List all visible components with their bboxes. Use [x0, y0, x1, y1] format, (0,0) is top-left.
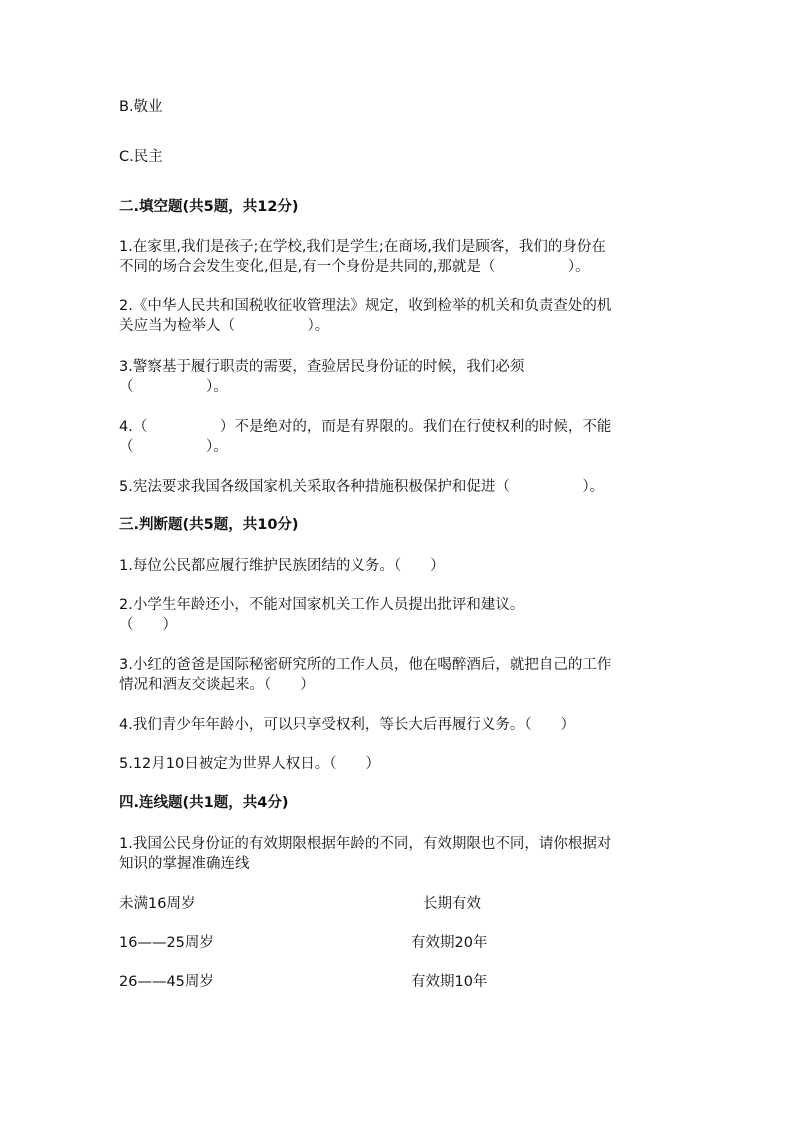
judge-q5-line1: 5.12月10日被定为世界人权日。（ ） — [119, 756, 380, 772]
option-c: C.民主 — [119, 149, 163, 165]
section-heading-fill: 二.填空题(共5题，共12分) — [119, 199, 299, 215]
fill-q1-line1: 1.在家里,我们是孩子;在学校,我们是学生;在商场,我们是顾客，我们的身份在 — [119, 239, 606, 255]
judge-q4-line1: 4.我们青少年年龄小，可以只享受权利，等长大后再履行义务。（ ） — [119, 717, 576, 733]
fill-q1-line2: 不同的场合会发生变化,但是,有一个身份是共同的,那就是（ ）。 — [119, 259, 590, 275]
match-left-3: 26——45周岁 — [119, 974, 214, 990]
judge-q1-line1: 1.每位公民都应履行维护民族团结的义务。（ ） — [119, 558, 445, 574]
judge-q2-line1: 2.小学生年龄还小，不能对国家机关工作人员提出批评和建议。 — [119, 597, 525, 613]
fill-q3-line2: （ ）。 — [119, 379, 228, 395]
match-right-1: 长期有效 — [423, 896, 481, 912]
match-left-1: 未满16周岁 — [119, 896, 196, 912]
fill-q4-line1: 4.（ ）不是绝对的，而是有界限的。我们在行使权利的时候，不能 — [119, 419, 612, 435]
match-question-line2: 知识的掌握准确连线 — [119, 856, 250, 872]
fill-q2-line2: 关应当为检举人（ ）。 — [119, 318, 330, 334]
section-heading-match: 四.连线题(共1题，共4分) — [119, 795, 289, 811]
fill-q3-line1: 3.警察基于履行职责的需要，查验居民身份证的时候，我们必须 — [119, 359, 525, 375]
fill-q4-line2: （ ）。 — [119, 439, 228, 455]
judge-q3-line1: 3.小红的爸爸是国际秘密研究所的工作人员，他在喝醉酒后，就把自己的工作 — [119, 657, 612, 673]
fill-q5-line1: 5.宪法要求我国各级国家机关采取各种措施积极保护和促进（ ）。 — [119, 479, 605, 495]
match-right-3: 有效期10年 — [411, 974, 488, 990]
fill-q2-line1: 2.《中华人民共和国税收征收管理法》规定，收到检举的机关和负责查处的机 — [119, 298, 612, 314]
match-question-line1: 1.我国公民身份证的有效期限根据年龄的不同，有效期限也不同，请你根据对 — [119, 836, 612, 852]
section-heading-judge: 三.判断题(共5题，共10分) — [119, 517, 299, 533]
option-b: B.敬业 — [119, 99, 163, 115]
judge-q3-line2: 情况和酒友交谈起来。（ ） — [119, 677, 315, 693]
judge-q2-line2: （ ） — [119, 617, 177, 633]
match-left-2: 16——25周岁 — [119, 935, 214, 951]
match-right-2: 有效期20年 — [411, 935, 488, 951]
